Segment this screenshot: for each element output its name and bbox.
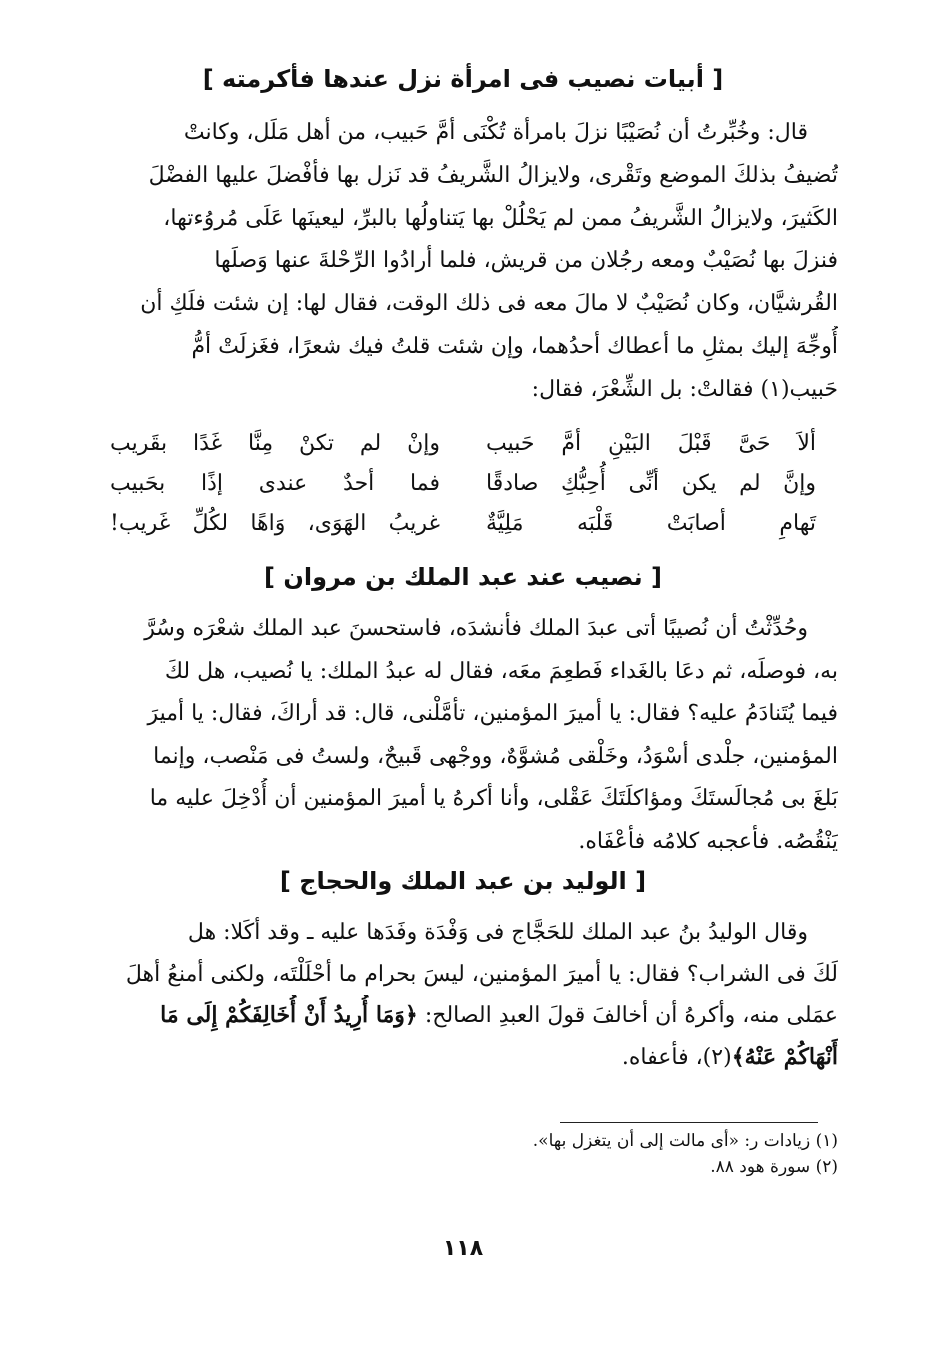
text-line: القُرشيَّان، وكان نُصَيْبٌ لا مالَ معه فى ذلك الوقت، فقال لها: إن شئت فلَكِ أن [140,291,838,317]
text-line: تُضيفُ بذلكَ الموضع وتَقْرى، ولايزالُ الشَّريفُ قد نَزل بها فأفْضلَ عليها الفضْلَ [148,162,838,188]
quran-quote: أَنْهَاكُمْ عَنْهُ﴾ [731,1043,838,1070]
page-number: ١١٨ [442,1236,484,1261]
text-segment: عمَلى منه، وأكرهُ أن أخالفَ قولَ العبدِ الصالح: [424,1003,838,1028]
verse-second-hemistich: فما أحدٌ عندى إذًا بحَبيب [110,471,440,496]
section-heading-nusayb-verses: [ أبيات نصيب فى امرأة نزل عندها فأكرمته ] [202,65,724,93]
text-line: أُوجِّهَ إليك بمثلِ ما أعطاك أحدُهما، وإن شئت قلتُ فيك شعرًا، فغَزلَتْ أمُّ [191,333,838,359]
verse-second-hemistich: وإنْ لم تكنْ مِنَّا غَدًا بقَريب [110,431,440,456]
text-line: لَكَ فى الشراب؟ فقال: يا أميرَ المؤمنين، ليسَ بحرام ما أحْلَلْتَه، ولكنى أمنعُ أهلَ [125,961,838,987]
text-line: به، فوصلَه، ثم دعَا بالغَداء فَطعِمَ معَه، فقال له عبدُ الملك: يا نُصيب، هل لكَ [164,658,838,684]
text-line: فنزلَ بها نُصَيْبٌ ومعه رجُلان من قريش، فلما أرادُوا الرِّحْلةَ عنها وَصلَها [214,248,838,274]
text-line: يَنْقُصُه. فأعجبه كلامُه فأعْفَاه. [578,828,838,854]
text-line: فيما يُتَنادَمُ عليه؟ فقال: يا أميرَ المؤمنين، تأمَّلْنى، قال: قد أراكَ، فقال: يا أميرَ [147,701,838,727]
verse-second-hemistich: غريبُ الهَوَى، وَاهًا لكُلِّ غَريب! [110,511,440,536]
paragraph-nusayb-story [82,112,838,412]
text-line: وقال الوليدُ بنُ عبد الملك للحَجَّاج فى وَفْدَة وفَدَها عليه ـ وقد أكَلا: هل [187,920,808,945]
verse-line [0,504,926,544]
text-line: المؤمنين، جلْدى أسْوَدُ، وخَلْقى مُشوَّهٌ، ووجْهى قَبيحٌ، ولستُ فى مَنْصب، وإنما [153,743,838,769]
text-line: قال: وخُبِّرتُ أن نُصَيْبًا نزلَ بامرأة تُكْنَى أمَّ حَبيب، من أهل مَلَل، وكانتْ [183,120,808,145]
verse-first-hemistich: ألاَ حَىَّ قَبْلَ البَيْنِ أمَّ حَبيب [486,431,816,456]
verse-line [0,424,926,464]
text-line: وحُدِّثْتُ أن نُصيبًا أتى عبدَ الملك فأنشدَه، فاستحسنَ عبد الملك شعْرَه وسُرَّ [144,616,808,641]
section-heading-walid-hajjaj: [ الوليد بن عبد الملك والحجاج ] [279,867,647,895]
footnote: (٢) سورة هود ٨٨. [710,1157,838,1177]
text-line: الكَثيرَ، ولايزالُ الشَّريفُ ممن لم يَحْلُلْ بها يَتناولُها بالبرِّ، ليعينَها عَلَى مُروُءتها، [163,205,838,231]
paragraph-walid-hajjaj [82,912,838,1078]
verse-line [0,464,926,504]
text-line [82,1037,838,1079]
paragraph-abd-al-malik [82,608,838,864]
text-line [82,995,838,1037]
text-line: حَبيب(١) فقالتْ: بل الشِّعْرَ، فقال: [531,376,838,402]
text-segment: (٢)، فأعفاه. [621,1044,732,1070]
footnote: (١) زيادات ر: «أى مالت إلى أن يتغزل بها». [532,1131,838,1151]
section-heading-abd-al-malik: [ نصيب عند عبد الملك بن مروان ] [264,563,662,591]
quran-quote: ﴿وَمَا أُرِيدُ أَنْ أُخَالِفَكُمْ إِلَى مَا [160,1002,418,1028]
verse-first-hemistich: وإنَّ لم يكن أنِّى أُحِبُّكِ صادقًا [486,471,816,496]
footnote-divider [560,1122,818,1123]
verse-first-hemistich: تَهامِ أصابَتْ قَلْبَه مَلِيَّةٌ [486,511,816,536]
text-line: بَلغَ بى مُجالَستَكَ ومؤاكلَتَكَ عَقْلى، وأنا أكرهُ يا أميرَ المؤمنين أن أُدْخِلَ عليه ما [149,786,838,812]
